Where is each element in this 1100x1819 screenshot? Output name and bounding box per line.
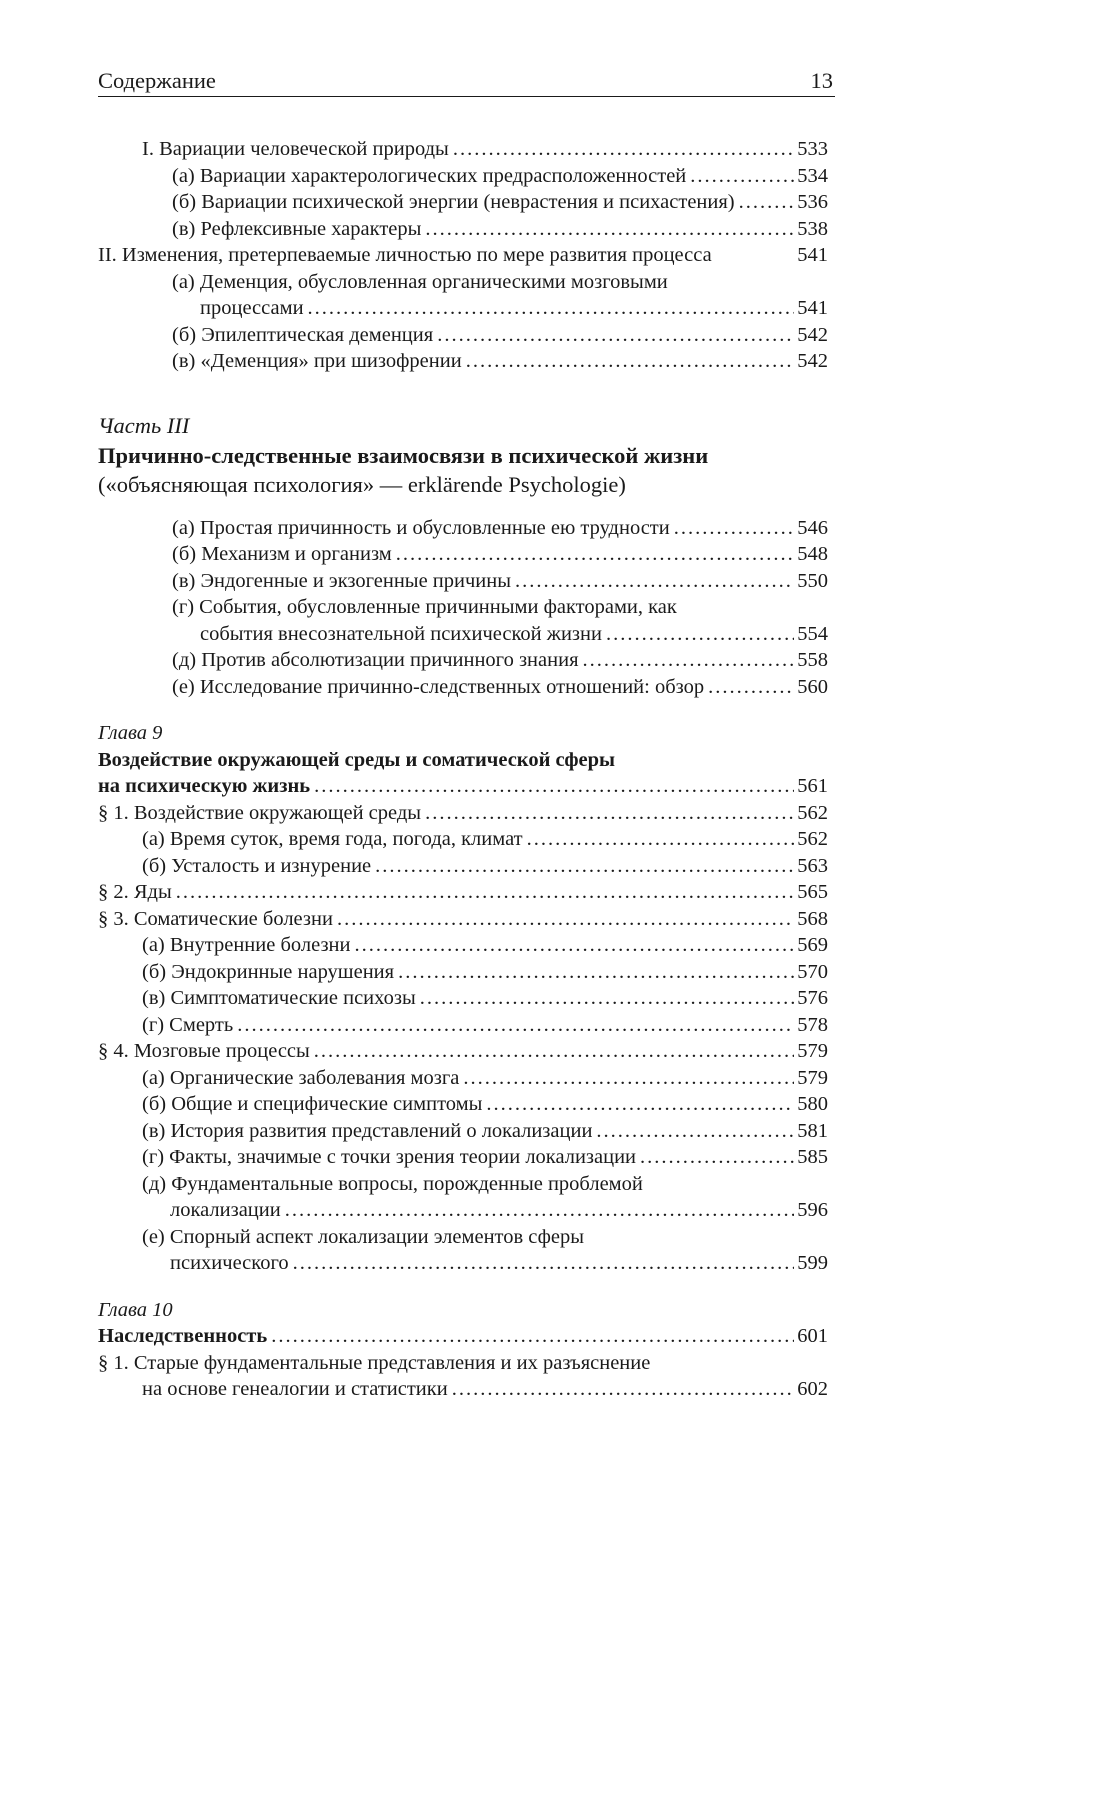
toc-entry-page: 561: [797, 775, 828, 797]
toc-entry-title: (б) Усталость и изнурение: [142, 854, 372, 877]
toc-entry-title: § 4. Мозговые процессы: [98, 1040, 310, 1062]
toc-entry-page: 541: [797, 297, 828, 319]
toc-entry-page: 570: [797, 960, 828, 983]
toc-entry: [98, 348, 828, 375]
toc-entry: [98, 216, 828, 243]
leader-dots: [271, 1323, 794, 1350]
toc-entry-title-cont: психического: [170, 1252, 289, 1274]
toc-entry: [98, 853, 828, 880]
toc-entry-page: 596: [797, 1199, 828, 1221]
toc-entry: [98, 1038, 828, 1065]
toc-entry-title: § 3. Соматические болезни: [98, 907, 333, 930]
toc-entry-title: § 2. Яды: [98, 881, 172, 903]
leader-dots: [515, 568, 794, 595]
toc-entry-title: § 1. Воздействие окружающей среды: [98, 801, 422, 824]
toc-entry-title: (в) Эндогенные и экзогенные причины: [172, 569, 512, 592]
toc-entry-page: 542: [797, 323, 828, 346]
toc-entry-title: (г) События, обусловленные причинными факторами, как: [172, 596, 677, 618]
toc-entry-title: (б) Вариации психической энергии (неврастения и психастения): [172, 191, 735, 213]
chapter-title-cont: на психическую жизнь: [98, 775, 311, 797]
chapter-title: Воздействие окружающей среды и соматической сферы: [98, 748, 616, 771]
leader-dots: [640, 1144, 794, 1171]
toc-entry-title: (б) Механизм и организм: [172, 543, 392, 565]
toc-entry-title: (а) Деменция, обусловленная органическими мозговыми: [172, 270, 668, 293]
toc-entry: [98, 1012, 828, 1039]
toc-entry-title: (г) Смерть: [142, 1013, 234, 1036]
running-head-title: Содержание: [98, 68, 216, 93]
toc-entry-title: (а) Вариации характерологических предрасположенностей: [172, 164, 687, 187]
toc-entry-line1: [98, 1171, 828, 1198]
toc-entry-title: (б) Общие и специфические симптомы: [142, 1093, 483, 1115]
leader-dots: [527, 826, 795, 853]
toc-entry-page: 546: [797, 516, 828, 539]
table-of-contents: [98, 136, 828, 1403]
toc-entry-page: 578: [797, 1013, 828, 1036]
toc-entry: [98, 879, 828, 906]
leader-dots: [396, 541, 795, 568]
toc-entry: [98, 136, 828, 163]
leader-dots: [420, 985, 795, 1012]
toc-entry-page: 563: [797, 854, 828, 877]
toc-entry-title: I. Вариации человеческой природы: [142, 138, 449, 160]
toc-entry: [98, 985, 828, 1012]
toc-entry: [98, 189, 828, 216]
chapter-title-line: [98, 1323, 828, 1350]
leader-dots: [453, 136, 794, 163]
toc-entry: [98, 674, 828, 701]
leader-dots: [237, 1012, 794, 1039]
part-label: Часть III: [98, 412, 190, 438]
toc-entry-line1: [98, 594, 828, 621]
toc-entry-page: 562: [797, 828, 828, 850]
chapter-label: Глава 10: [98, 1298, 173, 1321]
toc-entry-page: 579: [797, 1066, 828, 1089]
leader-dots: [606, 621, 794, 648]
leader-dots: [463, 1065, 794, 1092]
leader-dots: [690, 163, 794, 190]
leader-dots: [337, 906, 794, 933]
toc-entry-title: (г) Факты, значимые с точки зрения теории локализации: [142, 1146, 637, 1168]
toc-entry-line1: [98, 1224, 828, 1251]
toc-entry: [98, 906, 828, 933]
toc-entry-page: 565: [797, 881, 828, 903]
leader-dots: [466, 348, 795, 375]
leader-dots: [398, 959, 794, 986]
toc-entry-title: (б) Эндокринные нарушения: [142, 960, 395, 983]
toc-entry-page: 579: [797, 1040, 828, 1062]
toc-entry: [98, 647, 828, 674]
toc-entry-title: (в) «Деменция» при шизофрении: [172, 350, 462, 372]
toc-entry-line2: [98, 1197, 828, 1224]
toc-entry-page: 554: [797, 622, 828, 645]
leader-dots: [583, 647, 795, 674]
toc-entry-line2: [98, 1250, 828, 1277]
toc-entry-page: 560: [797, 675, 828, 698]
toc-entry-page: 568: [797, 907, 828, 930]
toc-entry-title-cont: процессами: [200, 297, 304, 319]
leader-dots: [596, 1118, 794, 1145]
part-title: Причинно-следственные взаимосвязи в психической жизни: [98, 442, 709, 468]
toc-entry-line2: [98, 295, 828, 322]
toc-entry-page: 580: [797, 1093, 828, 1115]
toc-entry-title: (д) Фундаментальные вопросы, порожденные проблемой: [142, 1172, 643, 1195]
toc-entry-page: 533: [797, 138, 828, 160]
toc-entry: [98, 515, 828, 542]
toc-entry: [98, 959, 828, 986]
toc-entry: [98, 568, 828, 595]
chapter-title-line1: [98, 747, 828, 774]
toc-entry-title: (б) Эпилептическая деменция: [172, 323, 434, 346]
toc-entry: [98, 1091, 828, 1118]
toc-entry-title: (д) Против абсолютизации причинного знания: [172, 649, 579, 671]
leader-dots: [425, 800, 794, 827]
toc-entry-title: (а) Простая причинность и обусловленные ею трудности: [172, 516, 670, 539]
toc-entry-line1: [98, 269, 828, 296]
toc-entry-title: (а) Органические заболевания мозга: [142, 1066, 460, 1089]
toc-entry-line2: [98, 621, 828, 648]
toc-entry-page: 585: [797, 1146, 828, 1168]
toc-entry-page: 534: [797, 164, 828, 187]
leader-dots: [375, 853, 794, 880]
toc-entry: [98, 1144, 828, 1171]
toc-entry-title: (в) История развития представлений о локализации: [142, 1119, 593, 1142]
toc-entry: [98, 541, 828, 568]
toc-entry-page: 536: [797, 191, 828, 213]
toc-entry-page: 569: [797, 934, 828, 956]
toc-entry-title: (а) Внутренние болезни: [142, 934, 351, 956]
toc-entry-page: 601: [797, 1325, 828, 1347]
leader-dots: [176, 879, 794, 906]
toc-entry-page: 576: [797, 987, 828, 1009]
toc-entry-title-cont: события внесознательной психической жизни: [200, 622, 602, 645]
toc-entry: [98, 826, 828, 853]
toc-entry: [98, 322, 828, 349]
toc-entry-title: (а) Время суток, время года, погода, климат: [142, 828, 523, 850]
leader-dots: [425, 216, 794, 243]
toc-entry-page: 558: [797, 649, 828, 671]
leader-dots: [708, 674, 794, 701]
chapter-label: Глава 9: [98, 722, 163, 744]
toc-entry-page: 541: [797, 244, 828, 266]
leader-dots: [674, 515, 795, 542]
toc-entry-title: II. Изменения, претерпеваемые личностью по мере развития процесса: [98, 244, 712, 266]
leader-dots: [285, 1197, 795, 1224]
leader-dots: [486, 1091, 794, 1118]
toc-entry-title: § 1. Старые фундаментальные представления и их разъяснение: [98, 1351, 651, 1374]
toc-entry-page: 538: [797, 217, 828, 240]
running-head: [98, 66, 835, 97]
toc-entry: [98, 1065, 828, 1092]
toc-entry-page: 602: [797, 1378, 828, 1400]
toc-entry-page: 550: [797, 569, 828, 592]
leader-dots: [739, 189, 795, 216]
leader-dots: [314, 773, 794, 800]
toc-entry-title: (е) Спорный аспект локализации элементов сферы: [142, 1225, 585, 1248]
toc-entry-page: 599: [797, 1252, 828, 1274]
leader-dots: [355, 932, 795, 959]
toc-entry-page: 581: [797, 1119, 828, 1142]
toc-entry-title-cont: локализации: [170, 1199, 281, 1221]
toc-entry: [98, 163, 828, 190]
leader-dots: [314, 1038, 794, 1065]
part-subtitle: («объясняющая психология» — erklärende Psychologie): [98, 471, 626, 497]
toc-entry-title-cont: на основе генеалогии и статистики: [142, 1378, 448, 1400]
toc-entry-line1: [98, 1350, 828, 1377]
toc-entry-page: 548: [797, 543, 828, 565]
chapter-title-line2: [98, 773, 828, 800]
leader-dots: [293, 1250, 795, 1277]
toc-entry: [98, 1118, 828, 1145]
leader-dots: [452, 1376, 795, 1403]
toc-entry: [98, 242, 828, 269]
toc-entry-title: (в) Рефлексивные характеры: [172, 217, 422, 240]
leader-dots: [437, 322, 794, 349]
toc-entry: [98, 932, 828, 959]
toc-entry-line2: [98, 1376, 828, 1403]
page-number: 13: [810, 68, 833, 93]
toc-entry-page: 542: [797, 350, 828, 372]
toc-entry-page: 562: [797, 801, 828, 824]
chapter-title: Наследственность: [98, 1325, 268, 1347]
toc-entry-title: (е) Исследование причинно-следственных отношений: обзор: [172, 675, 705, 698]
toc-entry-title: (в) Симптоматические психозы: [142, 987, 416, 1009]
leader-dots: [308, 295, 795, 322]
toc-entry: [98, 800, 828, 827]
